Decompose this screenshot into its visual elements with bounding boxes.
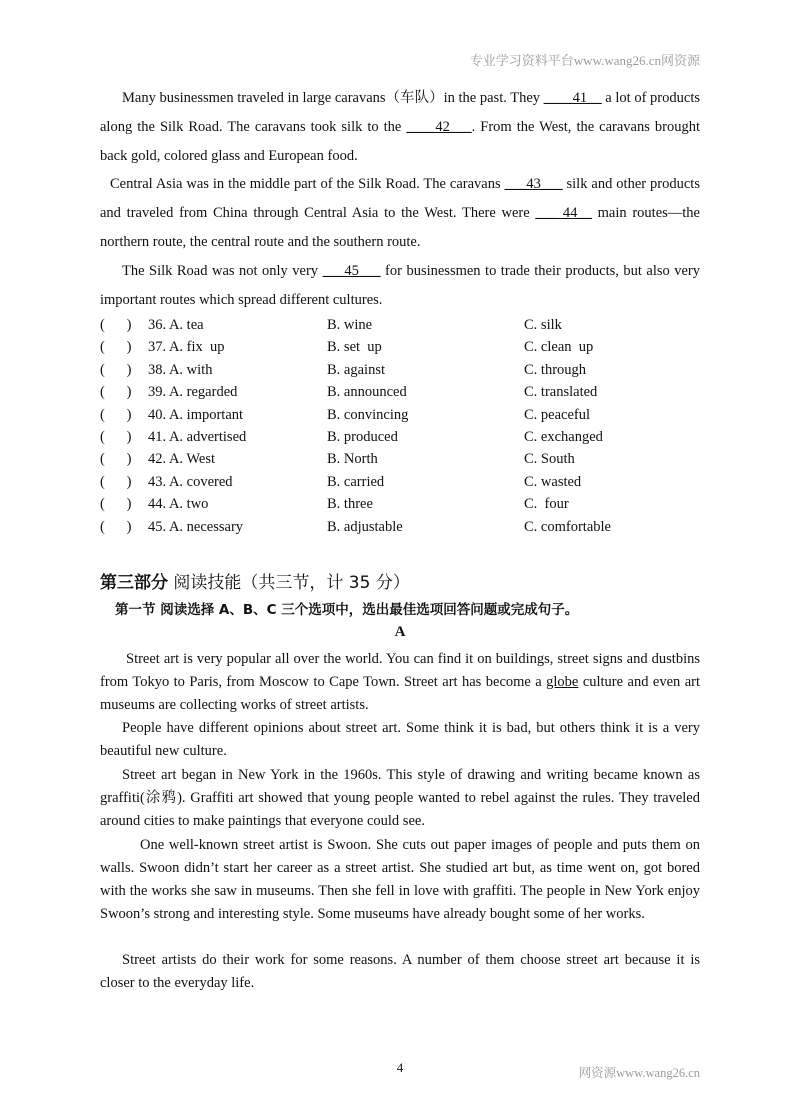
option-a: 42. A. West <box>148 451 216 468</box>
option-a: 40. A. important <box>148 406 244 423</box>
option-b: B. wine <box>327 317 373 333</box>
option-a: 38. A. with <box>148 361 213 378</box>
option-c: C. clean up <box>524 339 594 356</box>
option-c: C. wasted <box>524 473 582 490</box>
option-b: B. set up <box>327 339 382 356</box>
page-number: 4 <box>396 1060 404 1075</box>
cloze-text: Many businessmen traveled in large caravans（车队）in the past. They <box>122 90 544 106</box>
reading-text: culture and even art museums are collecting works of street artists. <box>100 674 700 713</box>
option-b: B. carried <box>327 473 385 490</box>
option-c: C. through <box>524 361 587 378</box>
cloze-paragraph-1 <box>100 84 700 171</box>
option-c: C. South <box>524 451 575 468</box>
option-row <box>100 359 720 381</box>
answer-parentheses: ( ) <box>100 518 132 535</box>
answer-parentheses: ( ) <box>100 317 132 333</box>
option-a: 41. A. advertised <box>148 428 247 445</box>
cloze-text: main routes—the northern route, the central route and the southern route. <box>100 205 700 250</box>
option-c: C. peaceful <box>524 406 591 423</box>
option-a: 37. A. fix up <box>148 339 225 356</box>
option-b: B. North <box>327 451 378 468</box>
option-b: B. adjustable <box>327 518 403 535</box>
subsection-instruction: 第一节 阅读选择 A、B、C 三个选项中，选出最佳选项回答问题或完成句子。 <box>115 602 579 618</box>
option-row <box>100 336 720 358</box>
answer-parentheses: ( ) <box>100 451 132 468</box>
reading-paragraph-5: Street artists do their work for some reasons. A number of them choose street art because it is closer to the everyday life. <box>100 952 700 991</box>
blank-44: ___ 44__ <box>535 205 592 221</box>
option-row <box>100 381 720 403</box>
answer-parentheses: ( ) <box>100 384 132 401</box>
option-a: 44. A. two <box>148 496 209 513</box>
option-b: B. produced <box>327 428 398 445</box>
cloze-paragraph-3 <box>100 257 700 315</box>
section-title-bold: 第三部分 <box>100 573 168 593</box>
option-c: C. silk <box>524 317 562 333</box>
answer-parentheses: ( ) <box>100 361 132 378</box>
cloze-text: The Silk Road was not only very <box>122 263 323 279</box>
blank-45: ___45___ <box>322 263 381 279</box>
option-c: C. four <box>524 496 569 513</box>
option-row <box>100 448 720 470</box>
passage-letter: A <box>394 624 406 640</box>
blank-42: ____42___ <box>406 119 472 135</box>
cloze-text: a lot of products along the Silk Road. The caravans took silk to the <box>100 90 700 135</box>
cloze-text: Central Asia was in the middle part of the Silk Road. The caravans <box>110 176 505 192</box>
option-c: C. exchanged <box>524 428 603 445</box>
section-title-rest: 阅读技能（共三节，计 35 分） <box>168 573 410 593</box>
option-row <box>100 516 720 538</box>
option-row <box>100 404 720 426</box>
option-row <box>100 493 720 515</box>
option-c: C. comfortable <box>524 518 611 535</box>
option-b: B. convincing <box>327 406 409 423</box>
option-b: B. announced <box>327 384 407 401</box>
answer-parentheses: ( ) <box>100 473 132 490</box>
answer-parentheses: ( ) <box>100 496 132 513</box>
option-c: C. translated <box>524 384 598 401</box>
header-watermark: 专业学习资料平台www.wang26.cn网资源 <box>469 53 700 68</box>
answer-parentheses: ( ) <box>100 406 132 423</box>
footer-watermark: 网资源www.wang26.cn <box>578 1066 700 1080</box>
cloze-text: . From the West, the caravans brought back gold, colored glass and European food. <box>100 119 701 164</box>
option-a: 45. A. necessary <box>148 518 244 535</box>
reading-paragraph-1 <box>100 648 700 717</box>
option-row <box>100 471 720 493</box>
option-a: 39. A. regarded <box>148 384 238 401</box>
option-a: 43. A. covered <box>148 473 233 490</box>
blank-41: ____41__ <box>543 90 602 106</box>
option-b: B. three <box>327 496 373 513</box>
answer-parentheses: ( ) <box>100 428 132 445</box>
reading-paragraph-2: People have different opinions about street art. Some think it is bad, but others think it is a very beautiful new culture. <box>100 720 700 759</box>
option-row <box>100 314 720 336</box>
reading-paragraph-4: One well-known street artist is Swoon. She cuts out paper images of people and puts them on walls. Swoon didn’t start her career as a street artist. She studied art but, as time went on, got bored with the works she saw in museums. Then she fell in love with graffiti. The people in New York enjoy Swoon’s strong and interesting style. Some museums have already bought some of her works. <box>100 837 700 922</box>
answer-parentheses: ( ) <box>100 339 132 356</box>
section-title <box>100 568 410 593</box>
cloze-text: silk and other products and traveled from China through Central Asia to the West. There were <box>100 176 700 221</box>
option-a: 36. A. tea <box>148 317 204 333</box>
reading-paragraph-3: Street art began in New York in the 1960s. This style of drawing and writing became known as graffiti(涂鸦). Graffiti art showed that young people wanted to rebel against the rules. They traveled around cities to make paintings that everyone could see. <box>100 767 700 829</box>
blank-43: ___43___ <box>504 176 563 192</box>
cloze-paragraph-2 <box>100 170 700 257</box>
option-b: B. against <box>327 361 385 378</box>
cloze-text: for businessmen to trade their products, but also very important routes which spread different cultures. <box>100 263 700 308</box>
reading-text: Street art is very popular all over the world. You can find it on buildings, street signs and dustbins from Tokyo to Paris, from Moscow to Cape Town. Street art has become a <box>100 651 700 690</box>
underlined-word: globe <box>546 674 579 690</box>
option-row <box>100 426 720 448</box>
options-list <box>100 314 720 538</box>
